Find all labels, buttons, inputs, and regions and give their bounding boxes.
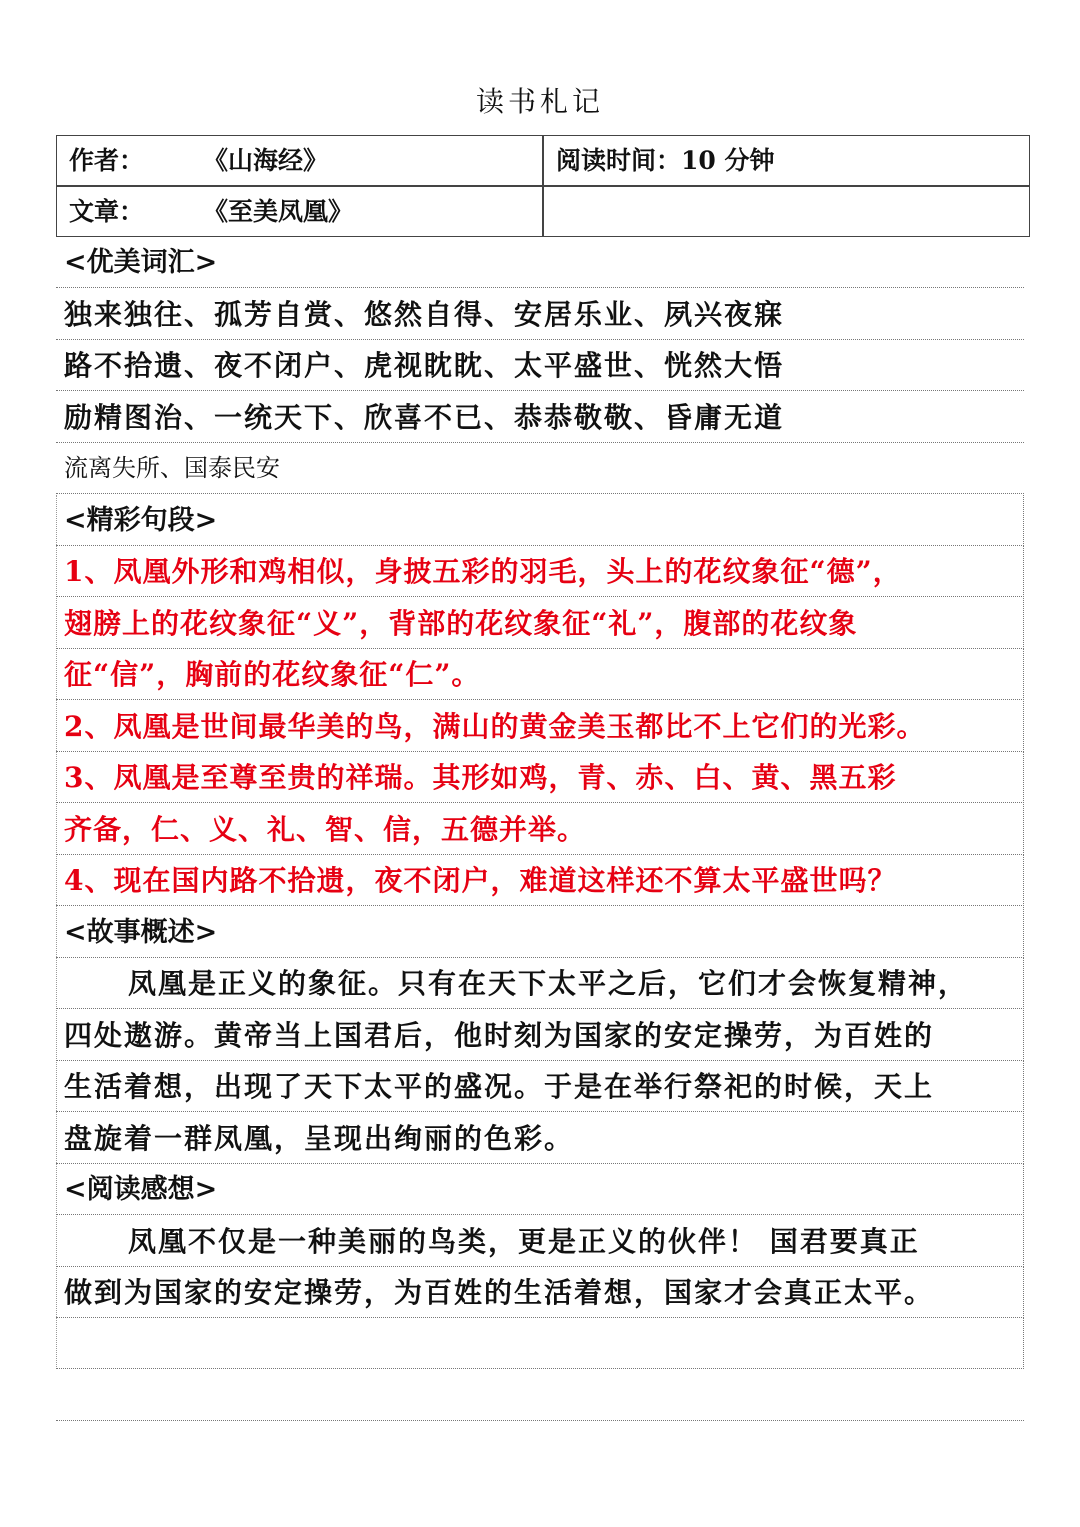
summary-line: 生活着想，出现了天下太平的盛况。于是在举行祭祀的时候，天上 (56, 1061, 1024, 1112)
thoughts-line: 凤凰不仅是一种美丽的鸟类，更是正义的伙伴！ 国君要真正 (56, 1216, 1024, 1267)
vocab-line: 独来独往、孤芳自赏、悠然自得、安居乐业、夙兴夜寐 (56, 289, 1024, 340)
excerpt-line: 2、凤凰是世间最华美的鸟，满山的黄金美玉都比不上它们的光彩。 (56, 701, 1024, 752)
summary-line: 凤凰是正义的象征。只有在天下太平之后，它们才会恢复精神， (56, 958, 1024, 1009)
author-cell (57, 136, 542, 186)
author-label: 作者： (69, 146, 145, 175)
page-title: 读书札记 (475, 85, 604, 118)
article-cell (57, 187, 542, 237)
article-label: 文章： (69, 197, 145, 226)
vocab-heading: <优美词汇> (56, 237, 1024, 288)
summary-heading: <故事概述> (56, 907, 1024, 958)
blank-line (56, 1318, 1024, 1369)
thoughts-line: 做到为国家的安定操劳，为百姓的生活着想，国家才会真正太平。 (56, 1267, 1024, 1318)
excerpt-line: 齐备，仁、义、礼、智、信，五德并举。 (56, 804, 1024, 855)
excerpt-line: 翅膀上的花纹象征“义”，背部的花纹象征“礼”，腹部的花纹象 (56, 598, 1024, 649)
vocab-line: 流离失所、国泰民安 (56, 443, 1024, 494)
empty-cell (544, 187, 1029, 237)
thoughts-heading: <阅读感想> (56, 1164, 1024, 1215)
excerpts-heading: <精彩句段> (56, 495, 1024, 546)
summary-line: 四处遨游。黄帝当上国君后，他时刻为国家的安定操劳，为百姓的 (56, 1010, 1024, 1061)
vocab-line: 励精图治、一统天下、欣喜不已、恭恭敬敬、昏庸无道 (56, 392, 1024, 443)
article-value: 《至美凤凰》 (203, 197, 354, 226)
reading-time-value: 10 分钟 (681, 146, 775, 175)
reading-time-cell (544, 136, 1029, 186)
excerpt-line: 3、凤凰是至尊至贵的祥瑞。其形如鸡，青、赤、白、黄、黑五彩 (56, 752, 1024, 803)
author-value: 《山海经》 (203, 146, 329, 175)
info-table (56, 135, 1030, 237)
reading-time-label: 阅读时间： (556, 146, 682, 175)
vocab-line: 路不拾遗、夜不闭户、虎视眈眈、太平盛世、恍然大悟 (56, 340, 1024, 391)
excerpt-line: 4、现在国内路不拾遗，夜不闭户，难道这样还不算太平盛世吗？ (56, 855, 1024, 906)
excerpt-line: 1、凤凰外形和鸡相似，身披五彩的羽毛，头上的花纹象征“德”， (56, 546, 1024, 597)
excerpt-line: 征“信”，胸前的花纹象征“仁”。 (56, 649, 1024, 700)
summary-line: 盘旋着一群凤凰，呈现出绚丽的色彩。 (56, 1113, 1024, 1164)
bottom-rule (56, 1420, 1024, 1421)
